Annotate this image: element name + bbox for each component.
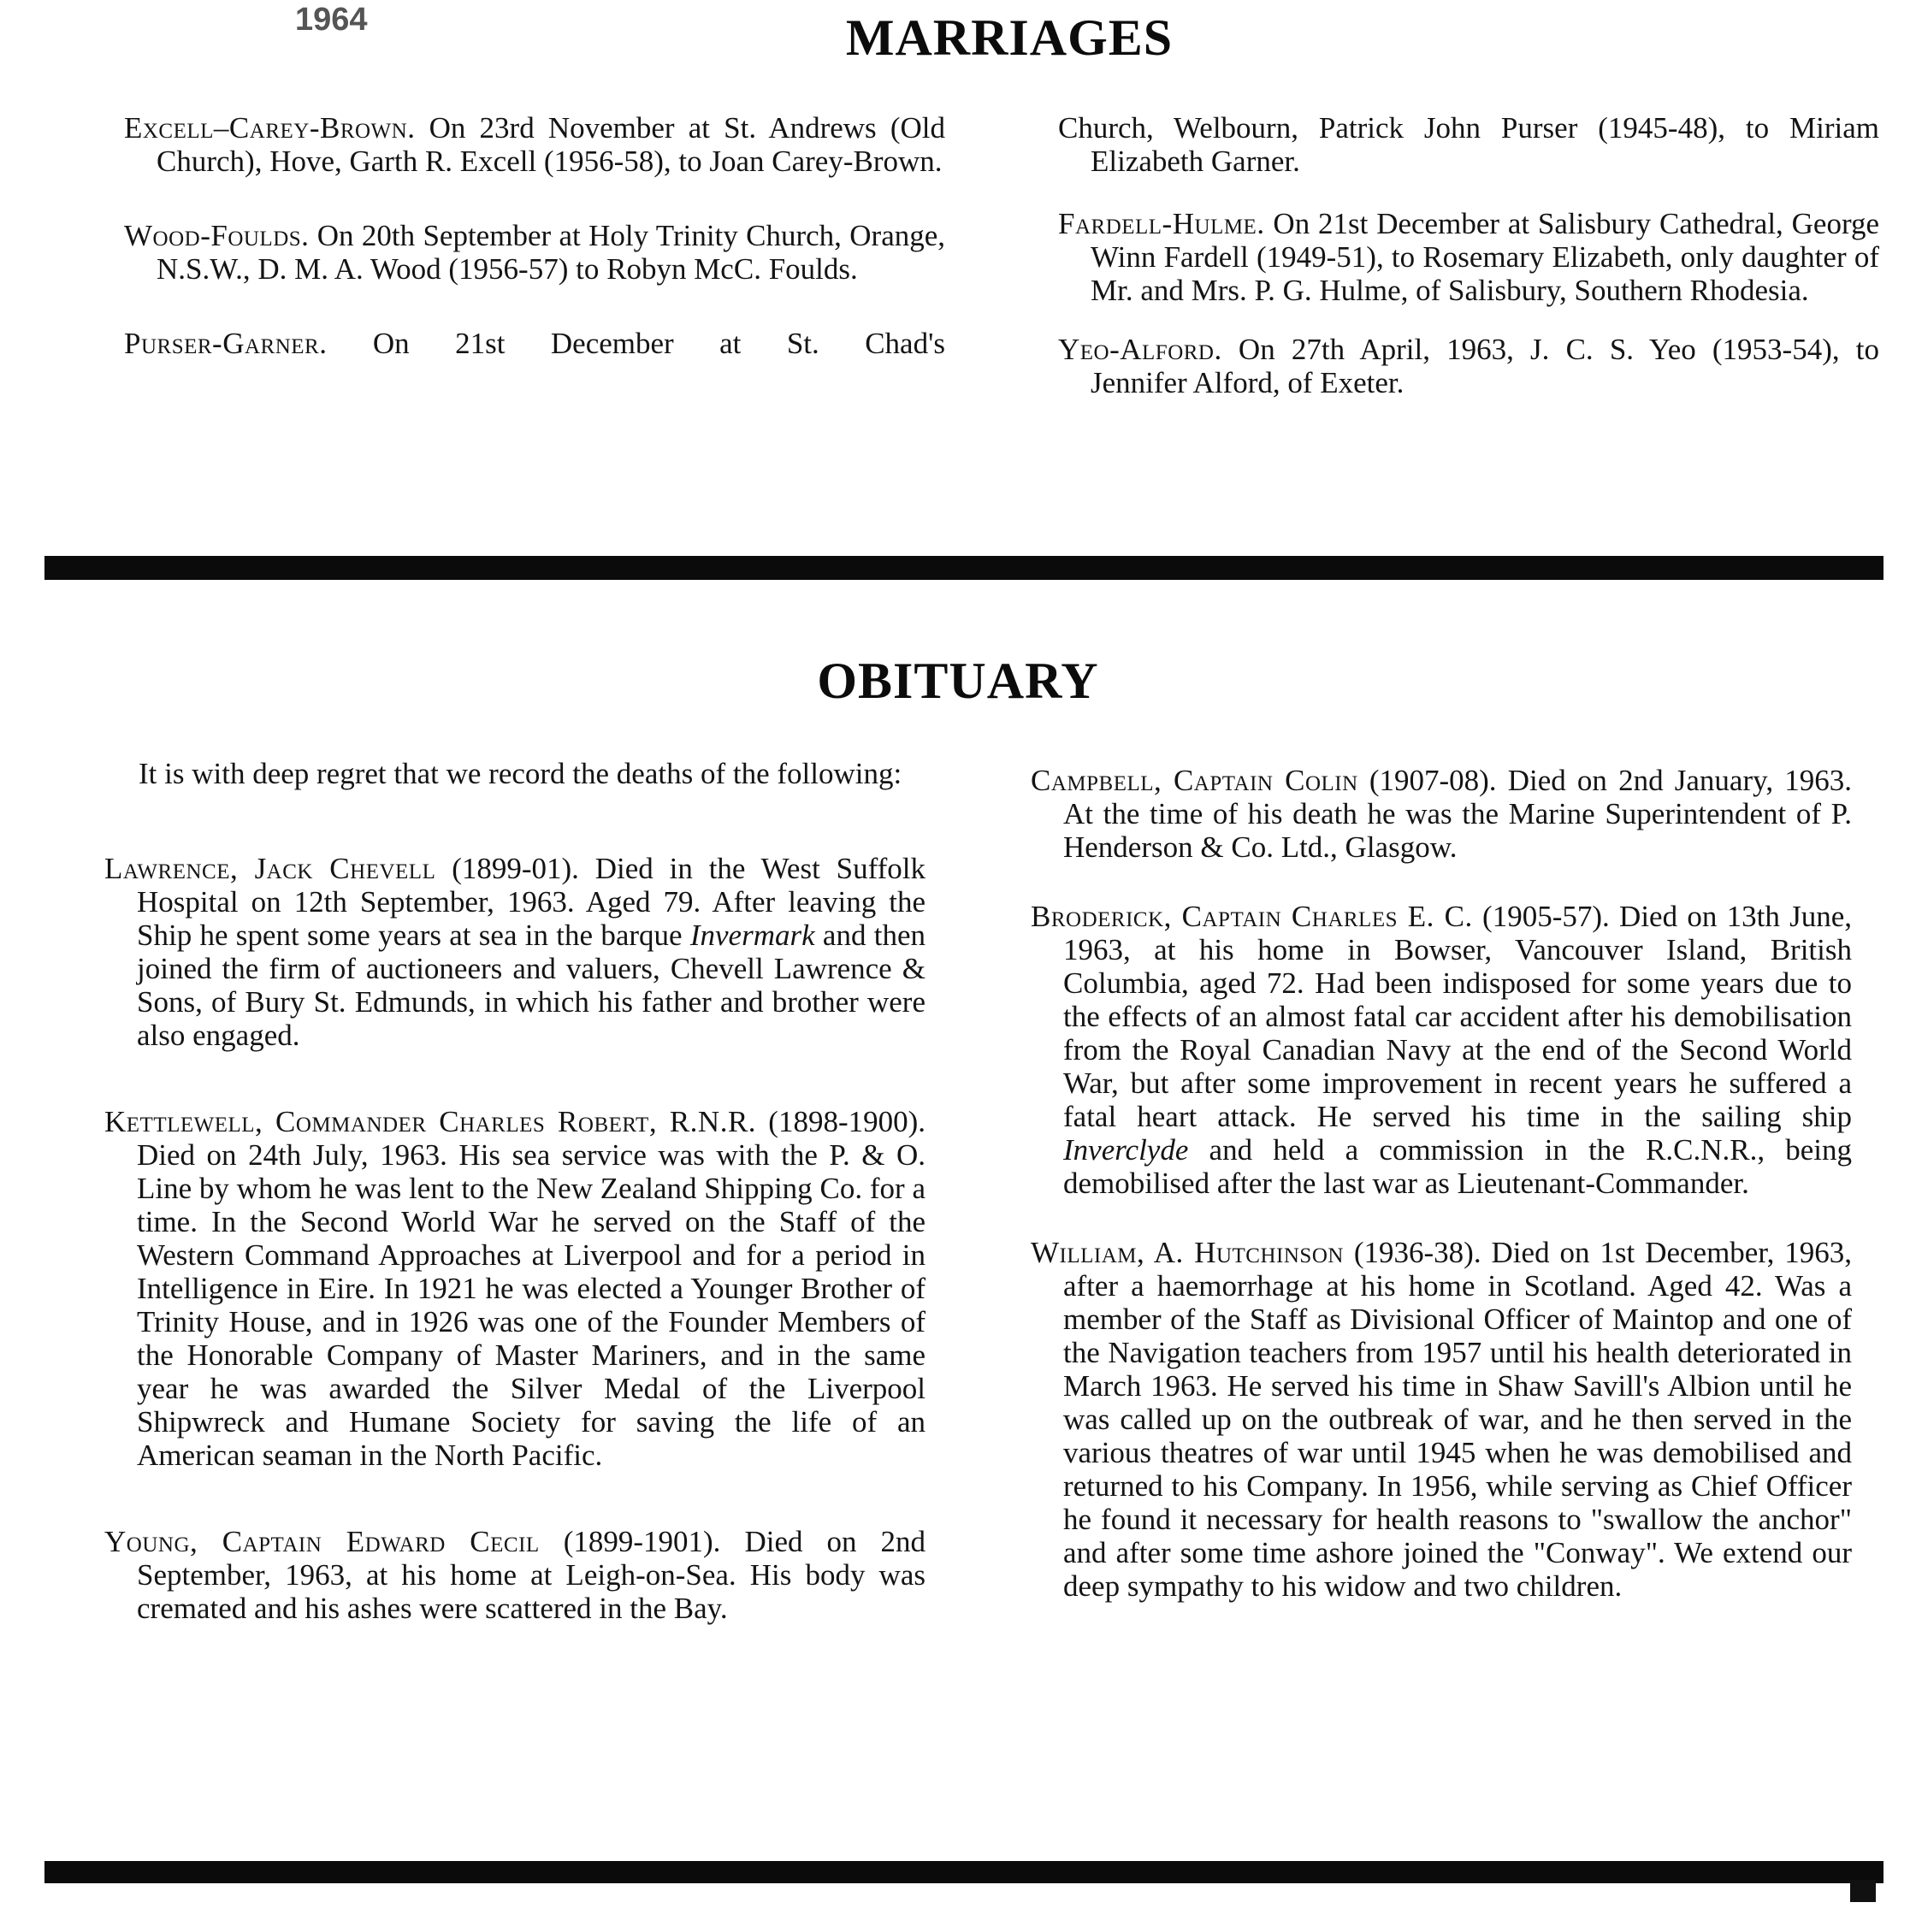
marriages-right-column: [1058, 111, 1879, 399]
obituary-years: (1907-08).: [1369, 764, 1497, 797]
ship-name: Invermark: [689, 919, 815, 952]
obituary-entry: [104, 1525, 925, 1625]
marriage-names: Wood-Foulds.: [124, 219, 310, 252]
obituary-name: William, A. Hutchinson: [1031, 1236, 1344, 1269]
obituary-name: Lawrence, Jack Chevell: [104, 852, 436, 885]
ship-name: Inverclyde: [1063, 1133, 1189, 1167]
marriage-names: Excell–Carey-Brown.: [124, 111, 416, 145]
obituary-heading: OBITUARY: [817, 653, 1099, 709]
marriage-names: Fardell-Hulme.: [1058, 207, 1265, 240]
marriages-heading: MARRIAGES: [845, 9, 1174, 66]
obituary-right-column: [1031, 764, 1852, 1603]
obituary-entry: [1031, 900, 1852, 1200]
obituary-text: and held a commission in the R.C.N.R., being demobilised after the last war as Lieutenant-Commander.: [1063, 1133, 1852, 1200]
obituary-text: Died on 24th July, 1963. His sea service was with the P. & O. Line by whom he was lent to the New Zealand Shipping Co. for a time. In the Second World War he served on the Staff of the Western Command Approaches at Liverpool and for a period in Intelligence in Eire. In 1921 he was elected a Younger Brother of Trinity House, and in 1926 was one of the Founder Members of the Honorable Company of Master Mariners, and in the same year he was awarded the Silver Medal of the Liverpool Shipwreck and Humane Society for saving the life of an American seaman in the North Pacific.: [137, 1138, 925, 1472]
obituary-name: Young, Captain Edward Cecil: [104, 1525, 540, 1558]
obituary-text: Died on 2nd September, 1963, at his home at Leigh-on-Sea. His body was cremated and his ashes were scattered in the Bay.: [137, 1525, 926, 1625]
obituary-text: and then joined the firm of auctioneers and valuers, Chevell Lawrence & Sons, of Bury St. Edmunds, in which his father and brother were also engaged.: [137, 919, 926, 1052]
obituary-text: Died on 13th June, 1963, at his home in Bowser, Vancouver Island, British Columbia, aged 72. Had been indisposed for some years due to the effects of an almost fatal car accident after his demobilisation from the Royal Canadian Navy at the end of the Second World War, but after some improvement in recent years he suffered a fatal heart attack. He served his time in the sailing ship: [1063, 900, 1853, 1133]
obituary-intro: It is with deep regret that we record the deaths of the following:: [139, 757, 902, 790]
marriage-entry: [1058, 207, 1879, 307]
obituary-entry: [104, 1105, 925, 1472]
obituary-years: (1898-1900).: [768, 1105, 926, 1138]
marriage-details: On 21st December at St. Chad's: [372, 327, 945, 360]
marriage-entry: [124, 111, 945, 178]
obituary-entry: [1031, 1236, 1852, 1603]
obituary-name: Campbell, Captain Colin: [1031, 764, 1358, 797]
marriage-names: Purser-Garner.: [124, 327, 328, 360]
marriage-details: On 21st December at Salisbury Cathedral, George Winn Fardell (1949-51), to Rosemary Elizabeth, only daughter of Mr. and Mrs. P. G. Hulme, of Salisbury, Southern Rhodesia.: [1091, 207, 1879, 307]
section-divider: [44, 556, 1883, 580]
year-label: 1964: [295, 2, 368, 38]
marriage-details: On 20th September at Holy Trinity Church, Orange, N.S.W., D. M. A. Wood (1956-57) to Robyn McC. Foulds.: [157, 219, 946, 286]
obituary-entry: [104, 852, 925, 1052]
obituary-entry: [1031, 764, 1852, 864]
marriage-continuation: Church, Welbourn, Patrick John Purser (1945-48), to Miriam Elizabeth Garner.: [1058, 111, 1879, 178]
print-mark: [1850, 1880, 1876, 1902]
obituary-text: Died on 1st December, 1963, after a haemorrhage at his home in Scotland. Aged 42. Was a member of the Staff as Divisional Officer of Maintop and one of the Navigation teachers from 1957 until his health deteriorated in March 1963. He served his time in Shaw Savill's Albion until he was called up on the outbreak of war, and he then served in the various theatres of war until 1945 when he was demobilised and returned to his Company. In 1956, while serving as Chief Officer he found it necessary for health reasons to "swallow the anchor" and after some time ashore joined the "Conway". We extend our deep sympathy to his widow and two children.: [1063, 1236, 1853, 1603]
obituary-name: Broderick, Captain Charles E. C.: [1031, 900, 1473, 933]
obituary-text: Died on 2nd January, 1963. At the time of his death he was the Marine Superintendent of P. Henderson & Co. Ltd., Glasgow.: [1063, 764, 1853, 864]
marriage-entry: [124, 327, 945, 360]
obituary-years: (1899-01).: [452, 852, 579, 885]
marriage-details: On 23rd November at St. Andrews (Old Church), Hove, Garth R. Excell (1956-58), to Joan Carey-Brown.: [157, 111, 945, 178]
marriage-entry: [1058, 333, 1879, 399]
marriages-left-column: [124, 111, 945, 360]
marriage-names: Yeo-Alford.: [1058, 333, 1222, 366]
obituary-name: Kettlewell, Commander Charles Robert, R.N.R.: [104, 1105, 757, 1138]
obituary-years: (1899-1901).: [563, 1525, 721, 1558]
marriage-details: On 27th April, 1963, J. C. S. Yeo (1953-54), to Jennifer Alford, of Exeter.: [1091, 333, 1880, 399]
obituary-text: Died in the West Suffolk Hospital on 12th September, 1963. Aged 79. After leaving the Ship he spent some years at sea in the barque: [137, 852, 925, 952]
obituary-years: (1936-38).: [1353, 1236, 1481, 1269]
section-divider: [44, 1861, 1883, 1883]
marriage-entry: [124, 219, 945, 286]
obituary-left-column: [104, 757, 925, 1625]
obituary-years: (1905-57).: [1482, 900, 1610, 933]
